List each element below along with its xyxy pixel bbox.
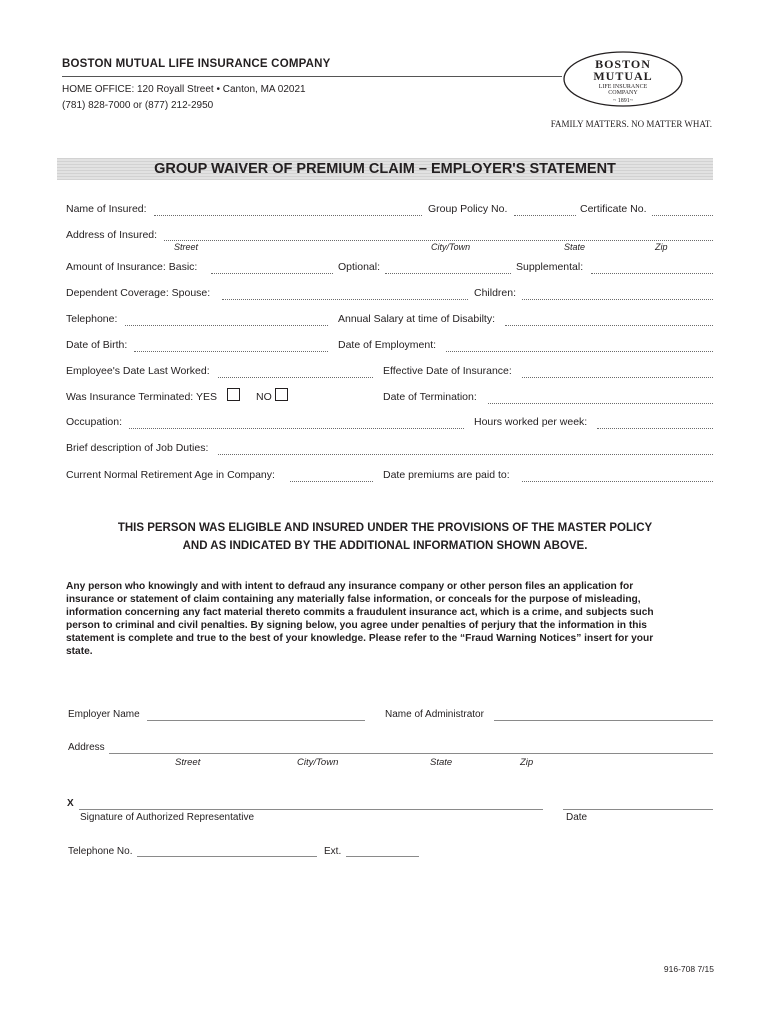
spouse-coverage-field[interactable] [222,299,468,300]
employer-address-label: Address [68,742,105,753]
signature-field[interactable] [79,809,543,810]
certificate-no-label: Certificate No. [580,203,647,215]
signature-label: Signature of Authorized Representative [80,812,254,823]
employer-name-field[interactable] [147,720,365,721]
retirement-age-field[interactable] [290,481,373,482]
administrator-name-label: Name of Administrator [385,709,484,720]
annual-salary-label: Annual Salary at time of Disabilty: [338,313,495,325]
logo-line4: COMPANY [608,90,638,96]
header-rule [62,76,562,77]
eligibility-statement-line2: AND AS INDICATED BY THE ADDITIONAL INFORMATION SHOWN ABOVE. [182,540,588,552]
fraud-warning [66,580,716,658]
insurance-terminated-label: Was Insurance Terminated: YES [66,391,217,403]
dependent-coverage-spouse-label: Dependent Coverage: Spouse: [66,287,211,299]
signature-x-mark: X [67,798,74,809]
employer-state-sublabel: State [430,757,453,768]
date-of-employment-label: Date of Employment: [338,339,437,351]
form-title: GROUP WAIVER OF PREMIUM CLAIM – EMPLOYER'S STATEMENT [154,161,616,177]
employer-city-sublabel: City/Town [297,757,339,768]
employer-street-sublabel: Street [175,757,201,768]
employer-telephone-label: Telephone No. [68,846,133,857]
fraud-warning-line: person to criminal and civil penalties. By signing below, you agree under penalties of perjury that the information in this [66,620,647,631]
optional-label: Optional: [338,261,381,273]
phone-numbers: (781) 828-7000 or (877) 212-2950 [62,100,214,111]
children-label: Children: [474,287,517,299]
employer-zip-sublabel: Zip [520,757,534,768]
date-of-termination-label: Date of Termination: [383,391,477,403]
logo-line2: MUTUAL [593,69,653,83]
amount-of-insurance-basic-label: Amount of Insurance: Basic: [66,261,198,273]
date-of-termination-field[interactable] [488,403,713,404]
date-field[interactable] [563,809,713,810]
premiums-paid-to-label: Date premiums are paid to: [383,469,510,481]
basic-amount-field[interactable] [211,273,333,274]
address-of-insured-field[interactable] [164,240,713,241]
tagline: FAMILY MATTERS. NO MATTER WHAT. [550,119,712,129]
group-policy-no-field[interactable] [514,215,576,216]
job-duties-field[interactable] [218,454,713,455]
address-city-sublabel: City/Town [431,242,471,252]
children-coverage-field[interactable] [522,299,713,300]
extension-field[interactable] [346,856,419,857]
hours-per-week-label: Hours worked per week: [474,416,588,428]
logo-line5: ~ 1891~ [613,98,633,104]
certificate-no-field[interactable] [652,215,713,216]
group-policy-no-label: Group Policy No. [428,203,508,215]
premiums-paid-to-field[interactable] [522,481,713,482]
hours-per-week-field[interactable] [597,428,713,429]
effective-date-field[interactable] [522,377,713,378]
logo-line1: BOSTON [595,57,651,71]
fraud-warning-line: insurance or statement of claim containing any materially false information, or conceals for the purpose of misleading, [66,594,641,605]
annual-salary-field[interactable] [505,325,713,326]
occupation-field[interactable] [129,428,464,429]
employer-telephone-field[interactable] [137,856,317,857]
terminated-no-checkbox[interactable] [275,388,288,401]
terminated-no-label: NO [256,391,272,403]
form-number: 916-708 7/15 [663,964,714,974]
name-of-insured-field[interactable] [154,215,422,216]
date-of-birth-label: Date of Birth: [66,339,128,351]
date-last-worked-label: Employee's Date Last Worked: [66,365,210,377]
telephone-field[interactable] [125,325,328,326]
company-name: BOSTON MUTUAL LIFE INSURANCE COMPANY [62,58,331,70]
occupation-label: Occupation: [66,416,123,428]
date-of-employment-field[interactable] [446,351,713,352]
telephone-label: Telephone: [66,313,118,325]
address-street-sublabel: Street [174,242,199,252]
fraud-warning-line: state. [66,646,93,657]
eligibility-statement-line1: THIS PERSON WAS ELIGIBLE AND INSURED UNDER THE PROVISIONS OF THE MASTER POLICY [117,522,653,534]
date-label: Date [566,812,588,823]
name-of-insured-label: Name of Insured: [66,203,147,215]
supplemental-label: Supplemental: [516,261,584,273]
address-state-sublabel: State [564,242,586,252]
address-of-insured-label: Address of Insured: [66,229,158,241]
boston-mutual-logo [562,50,684,108]
terminated-yes-checkbox[interactable] [227,388,240,401]
employer-address-field[interactable] [109,753,713,754]
extension-label: Ext. [324,846,342,857]
home-office-address: HOME OFFICE: 120 Royall Street • Canton, MA 02021 [62,84,306,95]
fraud-warning-line: information concerning any fact material thereto commits a fraudulent insurance act, which is a crime, and subjects such [66,607,654,618]
optional-amount-field[interactable] [385,273,511,274]
employer-name-label: Employer Name [68,709,140,720]
date-last-worked-field[interactable] [218,377,373,378]
supplemental-amount-field[interactable] [591,273,713,274]
fraud-warning-line: Any person who knowingly and with intent to defraud any insurance company or other person files an application for [66,581,634,592]
retirement-age-label: Current Normal Retirement Age in Company: [66,469,275,481]
effective-date-label: Effective Date of Insurance: [383,365,512,377]
address-zip-sublabel: Zip [655,242,668,252]
administrator-name-field[interactable] [494,720,713,721]
fraud-warning-line: statement is complete and true to the best of your knowledge. Please refer to the “Fraud Warning Notices” insert for your [66,633,654,644]
job-duties-label: Brief description of Job Duties: [66,442,209,454]
logo-line3: LIFE INSURANCE [598,84,648,90]
date-of-birth-field[interactable] [134,351,328,352]
